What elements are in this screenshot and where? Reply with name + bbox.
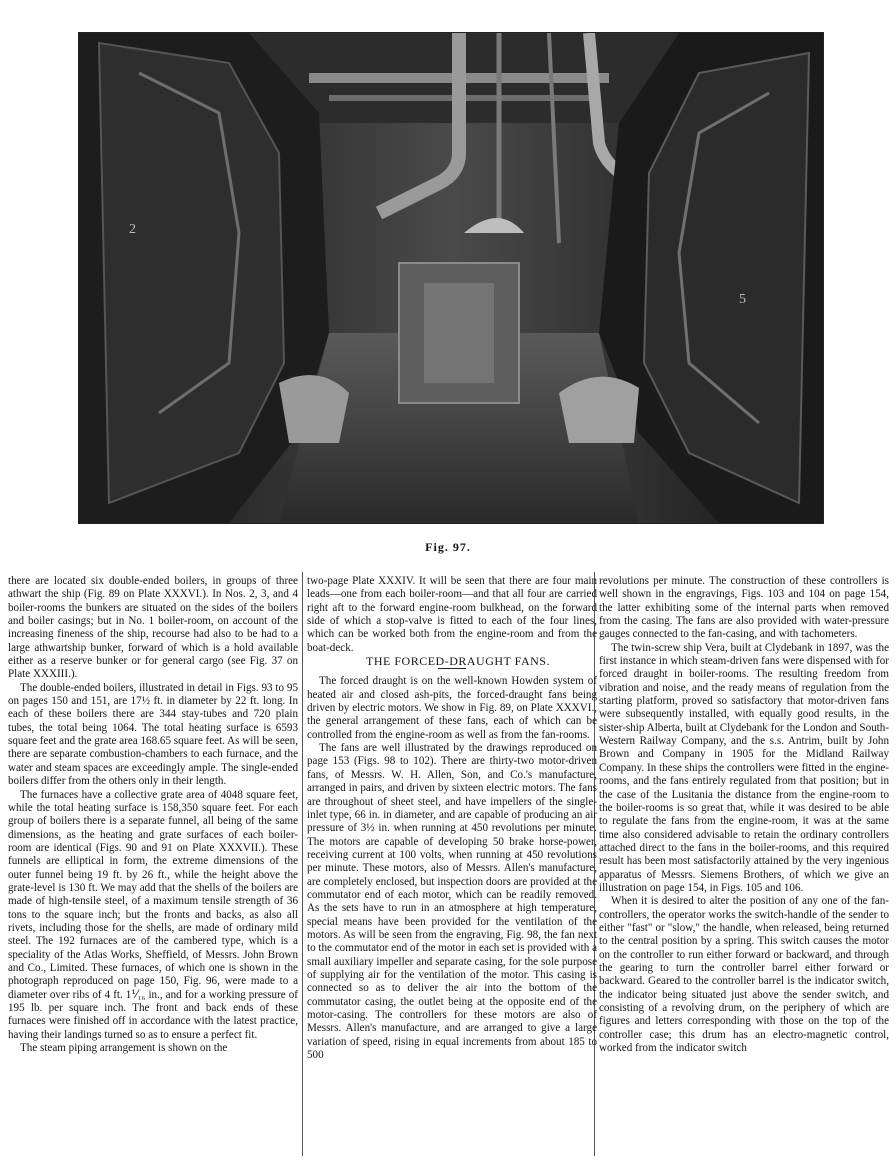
photograph-illustration (79, 33, 823, 523)
paragraph: two-page Plate XXXIV. It will be seen that there are four main leads—one from each boiler-room—and that all four are carried right aft to the forward engine-room bulkhead, on the forward side of which a stop-valve is fitted to each of the four lines, which can be worked both from the engine-room and from the boat-deck. (307, 575, 597, 654)
paragraph: there are located six double-ended boilers, in groups of three athwart the ship (Fig. 89 on Plate XXXVI.). In Nos. 2, 3, and 4 boiler-rooms the bunkers are situated on the sides of the boilers and boiler casings; but in No. 1 boiler-room, on account of the increasing fineness of the ship, recourse had also to be had to a large athwartship bunker, forward of which is a hold available either as a reserve bunker or for general cargo (see Fig. 37 on Plate XXXIII.). (8, 575, 298, 681)
text-column-left (8, 575, 298, 1155)
column-divider (302, 572, 303, 1156)
text-column-right (599, 575, 889, 1155)
svg-text:2: 2 (129, 222, 136, 237)
paragraph: The furnaces have a collective grate area of 4048 square feet, while the total heating surface is 158,350 square feet. For each group of boilers there is a separate funnel, all being of the same dimensions, as the heating and grate surfaces of each boiler-room are identical (Figs. 90 and 91 on Plate XXXVII.). These funnels are elliptical in form, the extreme dimensions of the outer funnel being 19 ft. by 26 ft., while the height above the grate-level is 130 ft. We may add that the shells of the boilers are made of high-tensile steel, of a maximum tensile strength of 36 tons to the square inch; but the fronts and backs, as also all rivets, including those for the shells, are made of ordinary mild steel. The 192 furnaces are of the cambered type, which is a speciality of the Atlas Works, Sheffield, of Messrs. John Brown and Co., Limited. These furnaces, of which one is shown in the photograph reproduced on page 150, Fig. 96, were made to a diameter over ribs of 4 ft. 1⅟₁₆ in., and for a working pressure of 195 lb. per square inch. The front and back ends of these furnaces were finished off in accordance with the latest practice, having their landings turned so as to ensure a perfect fit. (8, 788, 298, 1041)
svg-text:5: 5 (739, 292, 746, 307)
text-column-middle (307, 575, 597, 1155)
paragraph: revolutions per minute. The construction of these controllers is well shown in the engravings, Figs. 103 and 104 on page 154, the latter exhibiting some of the internal parts when removed from the casing. The fans are also provided with water-pressure gauges connected to the fan-casing, and with tachometers. (599, 575, 889, 641)
figure-caption: Fig. 97. (425, 540, 471, 554)
paragraph: When it is desired to alter the position of any one of the fan-controllers, the operator works the switch-handle of the sender to either "fast" or "slow," the handle, when released, being returned to the central position by a spring. This switch causes the motor on the controller to run either forward or backward, and through the gearing to turn the controller barrel either forward or backward. Geared to the controller barrel is the indicator switch, the indicator being situated just above the sender switch, and consisting of a revolving drum, on the periphery of which are figures and letters corresponding with those on the top of the controller case; this drum has an electro-magnetic control, worked from the indicator switch (599, 895, 889, 1055)
section-heading: THE FORCED-DRAUGHT FANS. (366, 654, 550, 669)
paragraph: The double-ended boilers, illustrated in detail in Figs. 93 to 95 on pages 150 and 151, are 17½ ft. in diameter by 22 ft. long. In each of these boilers there are 344 stay-tubes and 720 plain tubes, the total being 1064. The total heating surface is 6593 square feet and the grate area 168.65 square feet. As will be seen, there are separate combustion-chambers to each furnace, and the water and steam spaces are exceedingly ample. The single-ended boilers differ from the others only in their length. (8, 681, 298, 788)
paragraph: The steam piping arrangement is shown on the (20, 1042, 228, 1055)
heading-rule (438, 668, 466, 669)
paragraph: The fans are well illustrated by the drawings reproduced on page 153 (Figs. 98 to 102). There are thirty-two motor-driven fans, of Messrs. W. H. Allen, Son, and Co.'s manufacture, arranged in pairs, and driven by sixteen electric motors. The fans are throughout of sheet steel, and have impellers of the single-inlet type, 66 in. in diameter, and are capable of producing an air pressure of 3½ in. when running at 450 revolutions per minute. The motors are capable of developing 50 brake horse-power, receiving current at 100 volts, when running at 450 revolutions per minute. These motors, also of Messrs. Allen's manufacture, are completely enclosed, but inspection doors are provided at the commutator end of each motor, which can be readily removed. As the sets have to run in an atmosphere at high temperature, special means have been provided for the ventilation of the motors. As will be seen from the engraving, Fig. 98, the fan next to the commutator end of the motor in each set is provided with a small auxiliary impeller and separate casing, for the sole purpose of supplying air for the ventilation of the motor. This casing is connected so as to deliver the air into the bottom of the commutator casing, the outlet being at the opposite end of the motor-casing. The controllers for these motors are also of Messrs. Allen's manufacture, and are arranged to give a large variation of speed, rising in equal increments from about 185 to 500 (307, 742, 597, 1062)
boiler-room-photograph (78, 32, 824, 524)
paragraph: The twin-screw ship Vera, built at Clydebank in 1897, was the first instance in which steam-driven fans were dispensed with for forced draught in boiler-rooms. The resulting freedom from vibration and noise, and the ready means of regulation from the starting platform, proved so satisfactory that motor-driven fans were subsequently installed, with equally good results, in the sister-ship Alberta, built at Clydebank for the London and South-Western Railway Company, and the s.s. Antrim, built by John Brown and Company in 1905 for the Midland Railway Company. In these ships the controllers were fitted in the engine-rooms, and the fans entirely regulated from that position; but in the case of the Lusitania the distance from the engine-room to the boiler-rooms is so great that, while it was desired to be able to regulate the fans from the engine-room, it was at the same time also considered advisable to retain the ordinary controllers attached direct to the fans in the boiler-rooms, and this required result has been most satisfactorily attained by the very ingenious apparatus of Messrs. Siemens Brothers, of which we give an illustration on page 154, in Figs. 105 and 106. (599, 641, 889, 894)
paragraph: The forced draught is on the well-known Howden system of heated air and closed ash-pits, the forced-draught fans being driven by electric motors. We show in Fig. 89, on Plate XXXVI., the general arrangement of these fans, each of which can be controlled from the engine-room as well as from the fan-rooms. (307, 675, 597, 741)
